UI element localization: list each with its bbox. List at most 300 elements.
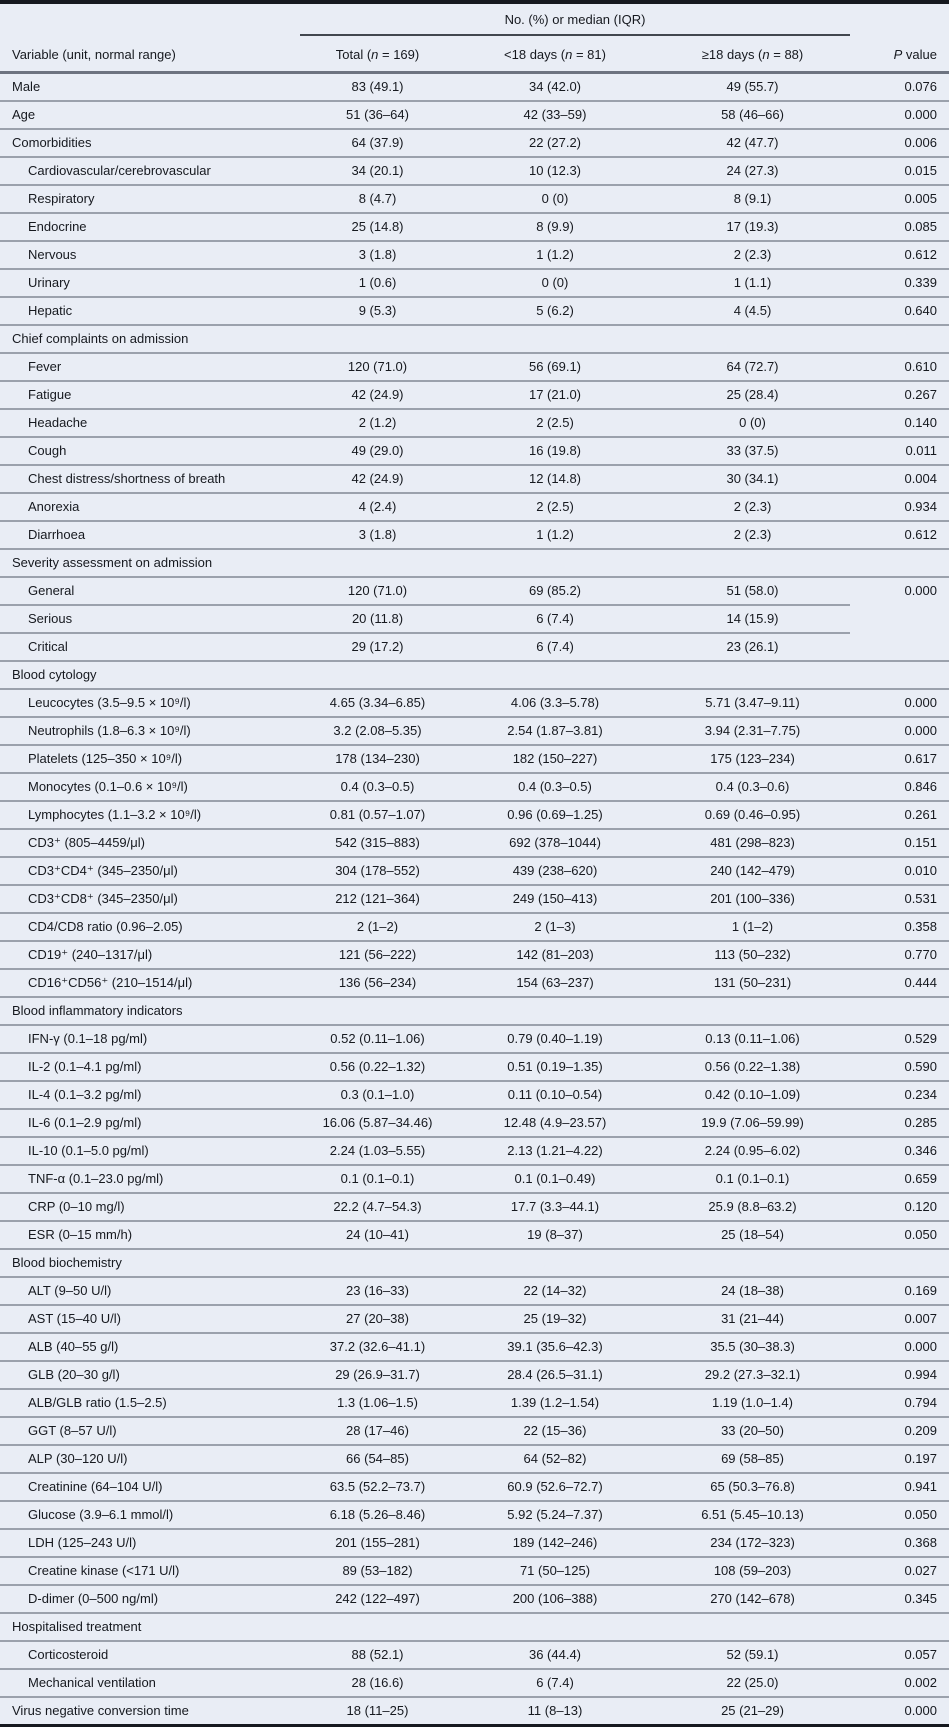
table-row [0, 1333, 949, 1361]
table-row [0, 1081, 949, 1109]
value-cell-lt18: 39.1 (35.6–42.3) [455, 1333, 655, 1361]
value-cell-total: 3 (1.8) [300, 241, 455, 269]
table-row [0, 885, 949, 913]
table-row [0, 745, 949, 773]
value-cell-total: 66 (54–85) [300, 1445, 455, 1473]
p-value-cell: 0.358 [850, 913, 949, 941]
value-cell-total: 304 (178–552) [300, 857, 455, 885]
value-cell-ge18: 113 (50–232) [655, 941, 850, 969]
p-value-cell: 0.050 [850, 1501, 949, 1529]
value-cell-lt18: 69 (85.2) [455, 577, 655, 605]
variable-label: Age [0, 101, 300, 129]
p-value-cell: 0.050 [850, 1221, 949, 1249]
col-total-post: = 169) [378, 47, 420, 62]
table-row [0, 1305, 949, 1333]
value-cell-ge18: 2 (2.3) [655, 493, 850, 521]
table-row [0, 381, 949, 409]
value-cell-total: 242 (122–497) [300, 1585, 455, 1613]
p-value-cell: 0.010 [850, 857, 949, 885]
p-value-cell: 0.007 [850, 1305, 949, 1333]
value-cell-ge18: 25 (21–29) [655, 1697, 850, 1726]
table-row [0, 185, 949, 213]
variable-label: CD4/CD8 ratio (0.96–2.05) [0, 913, 300, 941]
value-cell-ge18: 30 (34.1) [655, 465, 850, 493]
value-cell-ge18: 270 (142–678) [655, 1585, 850, 1613]
value-cell-total: 3.2 (2.08–5.35) [300, 717, 455, 745]
value-cell-lt18: 17 (21.0) [455, 381, 655, 409]
p-value-cell: 0.610 [850, 353, 949, 381]
value-cell-lt18: 36 (44.4) [455, 1641, 655, 1669]
section-label: Chief complaints on admission [0, 325, 949, 353]
value-cell-lt18: 0.11 (0.10–0.54) [455, 1081, 655, 1109]
table-row [0, 1501, 949, 1529]
p-value-cell: 0.000 [850, 689, 949, 717]
variable-label: Critical [0, 633, 300, 661]
table-row [0, 773, 949, 801]
value-cell-lt18: 200 (106–388) [455, 1585, 655, 1613]
col-ge18-n: n [762, 47, 770, 62]
p-value-cell: 0.000 [850, 717, 949, 745]
p-value-cell: 0.846 [850, 773, 949, 801]
variable-label: ALT (9–50 U/l) [0, 1277, 300, 1305]
value-cell-ge18: 24 (18–38) [655, 1277, 850, 1305]
value-cell-lt18: 1 (1.2) [455, 241, 655, 269]
p-value-cell: 0.006 [850, 129, 949, 157]
value-cell-lt18: 56 (69.1) [455, 353, 655, 381]
table-row [0, 1137, 949, 1165]
section-label: Blood cytology [0, 661, 949, 689]
value-cell-ge18: 2.24 (0.95–6.02) [655, 1137, 850, 1165]
value-cell-total: 120 (71.0) [300, 353, 455, 381]
value-cell-total: 29 (26.9–31.7) [300, 1361, 455, 1389]
value-cell-ge18: 49 (55.7) [655, 73, 850, 102]
value-cell-total: 23 (16–33) [300, 1277, 455, 1305]
p-value-cell: 0.002 [850, 1669, 949, 1697]
value-cell-ge18: 25 (28.4) [655, 381, 850, 409]
p-value-cell: 0.209 [850, 1417, 949, 1445]
variable-label: GLB (20–30 g/l) [0, 1361, 300, 1389]
value-cell-ge18: 108 (59–203) [655, 1557, 850, 1585]
value-cell-lt18: 0 (0) [455, 185, 655, 213]
col-lt18-n: n [565, 47, 573, 62]
value-cell-ge18: 0 (0) [655, 409, 850, 437]
value-cell-ge18: 0.1 (0.1–0.1) [655, 1165, 850, 1193]
table-row [0, 157, 949, 185]
variable-label: AST (15–40 U/l) [0, 1305, 300, 1333]
section-row [0, 549, 949, 577]
variable-label: Corticosteroid [0, 1641, 300, 1669]
p-value-cell: 0.640 [850, 297, 949, 325]
variable-label: LDH (125–243 U/l) [0, 1529, 300, 1557]
value-cell-lt18: 249 (150–413) [455, 885, 655, 913]
col-total-pre: Total ( [335, 47, 372, 62]
value-cell-lt18: 5.92 (5.24–7.37) [455, 1501, 655, 1529]
col-header-total [300, 35, 455, 73]
p-value-cell: 0.151 [850, 829, 949, 857]
variable-label: Creatinine (64–104 U/l) [0, 1473, 300, 1501]
table-row [0, 1417, 949, 1445]
table-row [0, 1529, 949, 1557]
p-value-cell: 0.346 [850, 1137, 949, 1165]
value-cell-lt18: 0.1 (0.1–0.49) [455, 1165, 655, 1193]
p-value-cell: 0.234 [850, 1081, 949, 1109]
p-value-cell: 0.941 [850, 1473, 949, 1501]
value-cell-total: 542 (315–883) [300, 829, 455, 857]
value-cell-lt18: 71 (50–125) [455, 1557, 655, 1585]
table-row [0, 1669, 949, 1697]
table-body [0, 73, 949, 1726]
value-cell-ge18: 175 (123–234) [655, 745, 850, 773]
value-cell-total: 4.65 (3.34–6.85) [300, 689, 455, 717]
variable-label: CRP (0–10 mg/l) [0, 1193, 300, 1221]
value-cell-ge18: 8 (9.1) [655, 185, 850, 213]
value-cell-lt18: 16 (19.8) [455, 437, 655, 465]
table-row [0, 1557, 949, 1585]
value-cell-ge18: 5.71 (3.47–9.11) [655, 689, 850, 717]
p-value-cell: 0.015 [850, 157, 949, 185]
col-total-n: n [371, 47, 379, 62]
table-row [0, 1697, 949, 1726]
table-row [0, 213, 949, 241]
p-value-cell: 0.659 [850, 1165, 949, 1193]
value-cell-lt18: 0.51 (0.19–1.35) [455, 1053, 655, 1081]
table-row [0, 1445, 949, 1473]
section-label: Hospitalised treatment [0, 1613, 949, 1641]
variable-label: Chest distress/shortness of breath [0, 465, 300, 493]
variable-label: ESR (0–15 mm/h) [0, 1221, 300, 1249]
p-value-cell: 0.261 [850, 801, 949, 829]
value-cell-ge18: 25 (18–54) [655, 1221, 850, 1249]
variable-label: General [0, 577, 300, 605]
value-cell-ge18: 0.69 (0.46–0.95) [655, 801, 850, 829]
p-value-cell: 0.934 [850, 493, 949, 521]
value-cell-lt18: 12 (14.8) [455, 465, 655, 493]
p-value-cell: 0.085 [850, 213, 949, 241]
value-cell-total: 3 (1.8) [300, 521, 455, 549]
table-row [0, 1641, 949, 1669]
col-lt18-post: = 81) [572, 47, 606, 62]
value-cell-total: 6.18 (5.26–8.46) [300, 1501, 455, 1529]
variable-label: Cough [0, 437, 300, 465]
column-header-row [0, 35, 949, 73]
value-cell-total: 16.06 (5.87–34.46) [300, 1109, 455, 1137]
value-cell-total: 27 (20–38) [300, 1305, 455, 1333]
value-cell-total: 0.4 (0.3–0.5) [300, 773, 455, 801]
variable-label: ALB (40–55 g/l) [0, 1333, 300, 1361]
value-cell-total: 0.52 (0.11–1.06) [300, 1025, 455, 1053]
value-cell-ge18: 6.51 (5.45–10.13) [655, 1501, 850, 1529]
variable-label: IL-10 (0.1–5.0 pg/ml) [0, 1137, 300, 1165]
col-header-lt18 [455, 35, 655, 73]
table-row [0, 129, 949, 157]
value-cell-ge18: 14 (15.9) [655, 605, 850, 633]
table-row [0, 1109, 949, 1137]
value-cell-ge18: 234 (172–323) [655, 1529, 850, 1557]
value-cell-total: 136 (56–234) [300, 969, 455, 997]
value-cell-total: 24 (10–41) [300, 1221, 455, 1249]
value-cell-total: 29 (17.2) [300, 633, 455, 661]
value-cell-total: 83 (49.1) [300, 73, 455, 102]
p-value-cell: 0.197 [850, 1445, 949, 1473]
p-value-cell: 0.169 [850, 1277, 949, 1305]
value-cell-ge18: 64 (72.7) [655, 353, 850, 381]
value-cell-lt18: 0.96 (0.69–1.25) [455, 801, 655, 829]
value-cell-ge18: 4 (4.5) [655, 297, 850, 325]
value-cell-total: 34 (20.1) [300, 157, 455, 185]
value-cell-ge18: 58 (46–66) [655, 101, 850, 129]
value-cell-total: 51 (36–64) [300, 101, 455, 129]
value-cell-total: 2 (1.2) [300, 409, 455, 437]
variable-label: Mechanical ventilation [0, 1669, 300, 1697]
value-cell-ge18: 33 (37.5) [655, 437, 850, 465]
value-cell-total: 9 (5.3) [300, 297, 455, 325]
value-cell-ge18: 2 (2.3) [655, 521, 850, 549]
section-label: Severity assessment on admission [0, 549, 949, 577]
p-value-cell: 0.076 [850, 73, 949, 102]
variable-label: Fever [0, 353, 300, 381]
value-cell-lt18: 182 (150–227) [455, 745, 655, 773]
spanner-row [0, 2, 949, 35]
value-cell-total: 120 (71.0) [300, 577, 455, 605]
col-header-ge18 [655, 35, 850, 73]
value-cell-lt18: 6 (7.4) [455, 633, 655, 661]
value-cell-ge18: 17 (19.3) [655, 213, 850, 241]
table-row [0, 73, 949, 102]
table-row [0, 1585, 949, 1613]
value-cell-ge18: 2 (2.3) [655, 241, 850, 269]
value-cell-ge18: 0.42 (0.10–1.09) [655, 1081, 850, 1109]
variable-label: ALB/GLB ratio (1.5–2.5) [0, 1389, 300, 1417]
table-row [0, 717, 949, 745]
variable-label: Anorexia [0, 493, 300, 521]
p-value-cell: 0.000 [850, 577, 949, 661]
variable-label: Male [0, 73, 300, 102]
value-cell-lt18: 2.13 (1.21–4.22) [455, 1137, 655, 1165]
value-cell-ge18: 201 (100–336) [655, 885, 850, 913]
value-cell-total: 0.81 (0.57–1.07) [300, 801, 455, 829]
value-cell-lt18: 1.39 (1.2–1.54) [455, 1389, 655, 1417]
value-cell-lt18: 439 (238–620) [455, 857, 655, 885]
variable-label: IL-6 (0.1–2.9 pg/ml) [0, 1109, 300, 1137]
value-cell-total: 0.1 (0.1–0.1) [300, 1165, 455, 1193]
value-cell-total: 22.2 (4.7–54.3) [300, 1193, 455, 1221]
p-value-cell: 0.612 [850, 521, 949, 549]
value-cell-lt18: 8 (9.9) [455, 213, 655, 241]
value-cell-total: 88 (52.1) [300, 1641, 455, 1669]
variable-label: Headache [0, 409, 300, 437]
variable-label: Comorbidities [0, 129, 300, 157]
table-row [0, 465, 949, 493]
value-cell-lt18: 22 (27.2) [455, 129, 655, 157]
variable-label: CD16⁺CD56⁺ (210–1514/μl) [0, 969, 300, 997]
variable-label: CD19⁺ (240–1317/μl) [0, 941, 300, 969]
value-cell-lt18: 22 (14–32) [455, 1277, 655, 1305]
value-cell-ge18: 1.19 (1.0–1.4) [655, 1389, 850, 1417]
value-cell-lt18: 22 (15–36) [455, 1417, 655, 1445]
table-row [0, 1221, 949, 1249]
value-cell-ge18: 131 (50–231) [655, 969, 850, 997]
table-row [0, 801, 949, 829]
variable-label: Serious [0, 605, 300, 633]
table-header [0, 2, 949, 73]
table-row [0, 1053, 949, 1081]
value-cell-lt18: 692 (378–1044) [455, 829, 655, 857]
value-cell-total: 121 (56–222) [300, 941, 455, 969]
value-cell-total: 4 (2.4) [300, 493, 455, 521]
section-label: Blood inflammatory indicators [0, 997, 949, 1025]
p-value-cell: 0.994 [850, 1361, 949, 1389]
value-cell-lt18: 60.9 (52.6–72.7) [455, 1473, 655, 1501]
table-row [0, 633, 949, 661]
table-row [0, 1165, 949, 1193]
p-value-cell: 0.770 [850, 941, 949, 969]
value-cell-lt18: 4.06 (3.3–5.78) [455, 689, 655, 717]
value-cell-ge18: 52 (59.1) [655, 1641, 850, 1669]
table-row [0, 1473, 949, 1501]
value-cell-total: 20 (11.8) [300, 605, 455, 633]
section-row [0, 1613, 949, 1641]
table-row [0, 1277, 949, 1305]
variable-label: Lymphocytes (1.1–3.2 × 10⁹/l) [0, 801, 300, 829]
variable-label: IL-2 (0.1–4.1 pg/ml) [0, 1053, 300, 1081]
variable-label: IFN-γ (0.1–18 pg/ml) [0, 1025, 300, 1053]
variable-label: Creatine kinase (<171 U/l) [0, 1557, 300, 1585]
value-cell-lt18: 142 (81–203) [455, 941, 655, 969]
p-value-cell: 0.345 [850, 1585, 949, 1613]
variable-label: Platelets (125–350 × 10⁹/l) [0, 745, 300, 773]
value-cell-lt18: 0 (0) [455, 269, 655, 297]
variable-label: Fatigue [0, 381, 300, 409]
value-cell-ge18: 35.5 (30–38.3) [655, 1333, 850, 1361]
p-value-cell: 0.285 [850, 1109, 949, 1137]
value-cell-ge18: 22 (25.0) [655, 1669, 850, 1697]
variable-label: Neutrophils (1.8–6.3 × 10⁹/l) [0, 717, 300, 745]
value-cell-total: 18 (11–25) [300, 1697, 455, 1726]
value-cell-lt18: 0.79 (0.40–1.19) [455, 1025, 655, 1053]
col-header-pvalue [850, 35, 949, 73]
value-cell-ge18: 31 (21–44) [655, 1305, 850, 1333]
value-cell-lt18: 11 (8–13) [455, 1697, 655, 1726]
value-cell-lt18: 25 (19–32) [455, 1305, 655, 1333]
section-row [0, 1249, 949, 1277]
value-cell-ge18: 33 (20–50) [655, 1417, 850, 1445]
p-value-cell: 0.368 [850, 1529, 949, 1557]
value-cell-lt18: 10 (12.3) [455, 157, 655, 185]
value-cell-ge18: 19.9 (7.06–59.99) [655, 1109, 850, 1137]
section-row [0, 997, 949, 1025]
p-value-cell: 0.000 [850, 101, 949, 129]
section-row [0, 325, 949, 353]
variable-label: IL-4 (0.1–3.2 pg/ml) [0, 1081, 300, 1109]
table-row [0, 353, 949, 381]
value-cell-total: 0.3 (0.1–1.0) [300, 1081, 455, 1109]
p-value-cell: 0.004 [850, 465, 949, 493]
table-row [0, 829, 949, 857]
value-cell-total: 201 (155–281) [300, 1529, 455, 1557]
table-row [0, 605, 949, 633]
spanner-right-spacer [850, 2, 949, 35]
value-cell-ge18: 1 (1–2) [655, 913, 850, 941]
spanner-left-spacer [0, 2, 300, 35]
p-value-cell: 0.612 [850, 241, 949, 269]
value-cell-ge18: 24 (27.3) [655, 157, 850, 185]
value-cell-lt18: 1 (1.2) [455, 521, 655, 549]
p-value-cell: 0.005 [850, 185, 949, 213]
variable-label: Monocytes (0.1–0.6 × 10⁹/l) [0, 773, 300, 801]
value-cell-lt18: 154 (63–237) [455, 969, 655, 997]
value-cell-ge18: 29.2 (27.3–32.1) [655, 1361, 850, 1389]
p-value-cell: 0.120 [850, 1193, 949, 1221]
value-cell-lt18: 28.4 (26.5–31.1) [455, 1361, 655, 1389]
p-value-cell: 0.531 [850, 885, 949, 913]
value-cell-lt18: 64 (52–82) [455, 1445, 655, 1473]
p-value-cell: 0.057 [850, 1641, 949, 1669]
col-ge18-pre: ≥18 days ( [701, 47, 763, 62]
value-cell-lt18: 0.4 (0.3–0.5) [455, 773, 655, 801]
value-cell-ge18: 42 (47.7) [655, 129, 850, 157]
value-cell-total: 178 (134–230) [300, 745, 455, 773]
value-cell-total: 28 (16.6) [300, 1669, 455, 1697]
value-cell-total: 1 (0.6) [300, 269, 455, 297]
p-value-cell: 0.529 [850, 1025, 949, 1053]
value-cell-lt18: 2 (1–3) [455, 913, 655, 941]
variable-label: CD3⁺ (805–4459/μl) [0, 829, 300, 857]
table-row [0, 437, 949, 465]
value-cell-total: 42 (24.9) [300, 381, 455, 409]
section-label: Blood biochemistry [0, 1249, 949, 1277]
value-cell-lt18: 34 (42.0) [455, 73, 655, 102]
table-row [0, 969, 949, 997]
variable-label: Respiratory [0, 185, 300, 213]
value-cell-ge18: 23 (26.1) [655, 633, 850, 661]
table-row [0, 941, 949, 969]
spanner-heading: No. (%) or median (IQR) [300, 2, 850, 35]
value-cell-lt18: 2 (2.5) [455, 493, 655, 521]
value-cell-ge18: 0.13 (0.11–1.06) [655, 1025, 850, 1053]
variable-label: Cardiovascular/cerebrovascular [0, 157, 300, 185]
value-cell-total: 63.5 (52.2–73.7) [300, 1473, 455, 1501]
table-row [0, 577, 949, 605]
p-value-cell: 0.590 [850, 1053, 949, 1081]
p-value-cell: 0.617 [850, 745, 949, 773]
value-cell-ge18: 3.94 (2.31–7.75) [655, 717, 850, 745]
p-value-cell: 0.000 [850, 1333, 949, 1361]
section-row [0, 661, 949, 689]
variable-label: TNF-α (0.1–23.0 pg/ml) [0, 1165, 300, 1193]
value-cell-lt18: 189 (142–246) [455, 1529, 655, 1557]
value-cell-ge18: 0.56 (0.22–1.38) [655, 1053, 850, 1081]
variable-label: Urinary [0, 269, 300, 297]
table-row [0, 521, 949, 549]
variable-label: CD3⁺CD4⁺ (345–2350/μl) [0, 857, 300, 885]
value-cell-ge18: 481 (298–823) [655, 829, 850, 857]
table-row [0, 1389, 949, 1417]
value-cell-total: 28 (17–46) [300, 1417, 455, 1445]
value-cell-total: 8 (4.7) [300, 185, 455, 213]
value-cell-ge18: 240 (142–479) [655, 857, 850, 885]
variable-label: Virus negative conversion time [0, 1697, 300, 1726]
value-cell-ge18: 51 (58.0) [655, 577, 850, 605]
table-row [0, 493, 949, 521]
value-cell-lt18: 6 (7.4) [455, 1669, 655, 1697]
p-value-cell: 0.339 [850, 269, 949, 297]
value-cell-total: 0.56 (0.22–1.32) [300, 1053, 455, 1081]
variable-label: Hepatic [0, 297, 300, 325]
value-cell-ge18: 0.4 (0.3–0.6) [655, 773, 850, 801]
table-row [0, 913, 949, 941]
col-p-italic: P [893, 46, 903, 62]
value-cell-lt18: 5 (6.2) [455, 297, 655, 325]
